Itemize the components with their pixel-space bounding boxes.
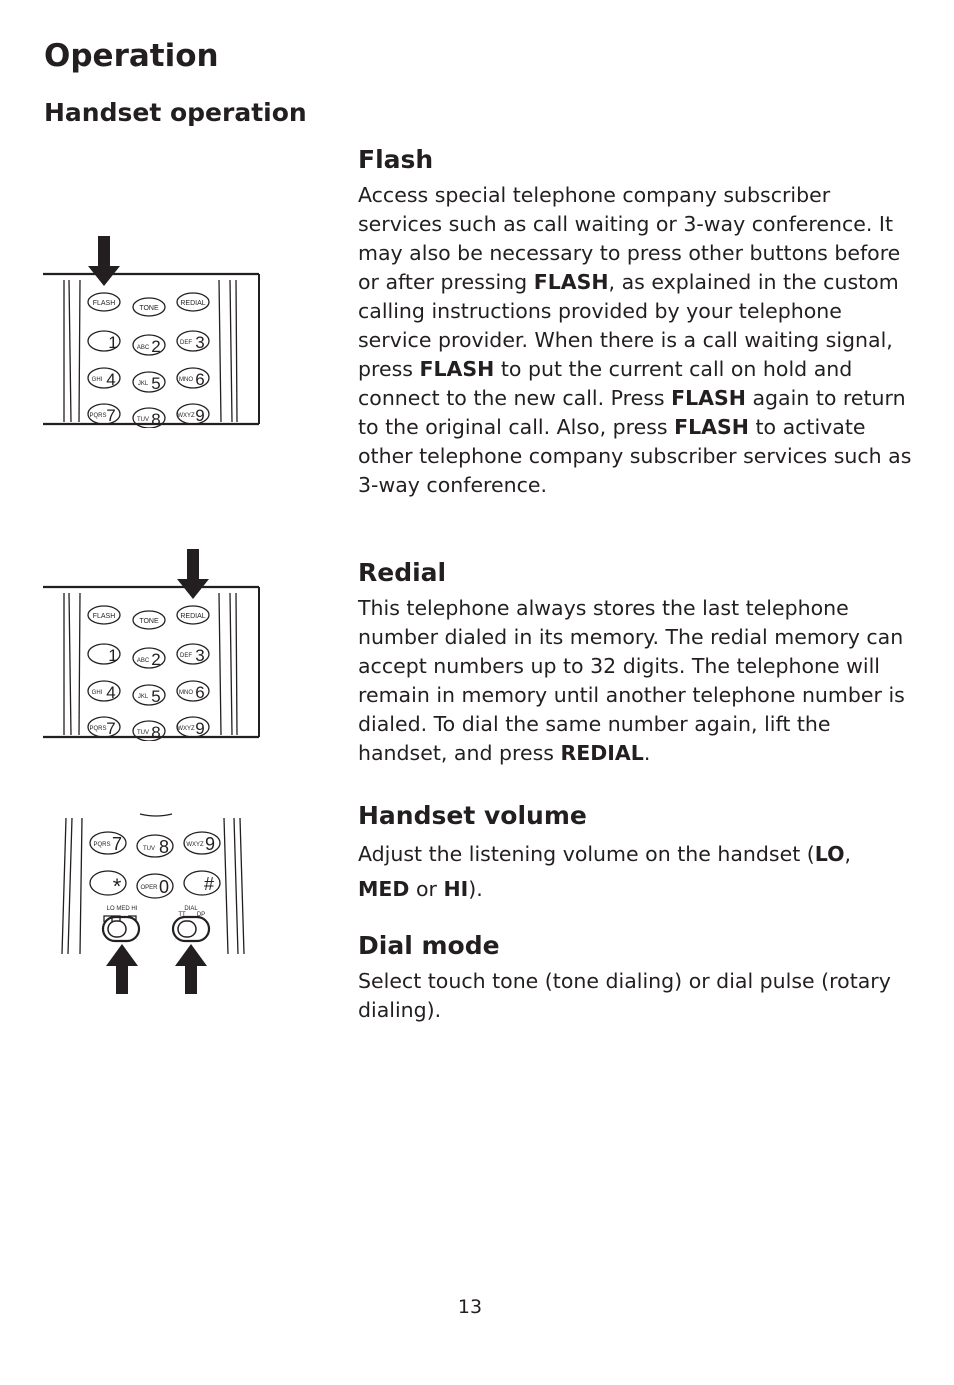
redial-key-label: REDIAL: [180, 613, 206, 620]
key-5-letters: JKL: [137, 694, 149, 700]
flash-description: [358, 181, 918, 500]
tone-key-label: TONE: [139, 618, 159, 625]
dial-mode-description: Select touch tone (tone dialing) or dial pulse (rotary dialing).: [358, 969, 891, 1022]
key-4-letters: GHI: [91, 377, 103, 383]
key-7-letters: PQRS: [89, 726, 107, 732]
dial-mode-section: [358, 929, 918, 1025]
redial-illustration: [40, 545, 262, 741]
key-2: 2: [151, 337, 161, 356]
key-7-letters: PQRS: [93, 842, 111, 848]
key-hash: #: [203, 874, 215, 894]
flash-text: to put the current call on hold and connect to the new call. Press: [358, 357, 853, 410]
flash-heading: Flash: [358, 145, 434, 174]
key-2-letters: ABC: [136, 658, 150, 664]
key-6: 6: [195, 370, 205, 389]
key-7: 7: [111, 834, 123, 854]
redial-heading: Redial: [358, 558, 447, 587]
key-5-letters: JKL: [137, 381, 149, 387]
page-title: Operation: [44, 38, 219, 74]
key-1: 1: [108, 646, 118, 665]
volume-keyword: LO: [814, 842, 845, 866]
key-8-letters: TUV: [137, 417, 149, 423]
key-9: 9: [195, 406, 205, 425]
flash-text: to activate other telephone company subscriber services such as 3-way conference.: [358, 415, 912, 497]
key-9-letters: WXYZ: [177, 413, 195, 419]
dial-tt-label: TT: [178, 912, 186, 918]
key-4-letters: GHI: [91, 690, 103, 696]
flash-keyword: FLASH: [674, 415, 749, 439]
key-1: 1: [108, 333, 118, 352]
key-2-letters: ABC: [136, 345, 150, 351]
volume-text: or: [409, 876, 444, 901]
flash-text: Access special telephone company subscriber services such as call waiting or 3-way conference. It may also be necessary to press other buttons before or after pressing: [358, 183, 901, 294]
key-5: 5: [151, 687, 161, 706]
flash-keyword: FLASH: [533, 270, 609, 294]
key-3: 3: [195, 646, 205, 665]
volume-text: Adjust the listening volume on the handset (: [358, 842, 815, 866]
redial-text: This telephone always stores the last telephone number dialed in its memory. The redial memory can accept numbers up to 32 digits. The telephone will remain in memory until another telephone number is dialed. To dial the same number again, lift the handset, and press: [358, 596, 905, 765]
key-4: 4: [106, 683, 116, 702]
redial-key-label: REDIAL: [180, 300, 206, 307]
dial-switch-label: DIAL: [184, 906, 198, 912]
tone-key-label: TONE: [139, 305, 159, 312]
volume-switch-label: LO MED HI: [106, 906, 138, 912]
key-8-letters: TUV: [137, 730, 149, 736]
flash-key-label: FLASH: [92, 300, 116, 307]
key-7: 7: [106, 406, 116, 425]
key-8: 8: [151, 410, 161, 428]
key-9: 9: [195, 719, 205, 738]
key-3-letters: DEF: [180, 653, 192, 659]
switches-illustration: [56, 806, 256, 998]
redial-keyword: REDIAL: [560, 741, 644, 765]
flash-key-label: FLASH: [92, 613, 116, 620]
handset-volume-description: [358, 837, 918, 906]
flash-illustration: [40, 232, 262, 428]
key-5: 5: [151, 374, 161, 393]
volume-keyword: MED: [358, 876, 410, 901]
dial-dp-label: DP: [196, 912, 206, 918]
key-7-letters: PQRS: [89, 413, 107, 419]
handset-volume-section: [358, 799, 918, 906]
key-star: *: [112, 874, 122, 899]
key-4: 4: [106, 370, 116, 389]
key-9: 9: [204, 834, 216, 854]
key-7: 7: [106, 719, 116, 738]
flash-text: , as explained in the custom calling instructions provided by your telephone service provider. When there is a call waiting signal, press: [358, 270, 899, 381]
volume-text: ,: [844, 842, 852, 866]
dial-mode-heading: Dial mode: [358, 931, 500, 960]
down-arrow-icon: [177, 549, 209, 599]
up-arrow-icon: [106, 944, 138, 994]
handset-volume-heading: Handset volume: [358, 801, 587, 830]
key-0: 0: [158, 877, 170, 897]
redial-section: [358, 556, 918, 768]
key-8: 8: [151, 723, 161, 741]
redial-description: [358, 594, 918, 768]
flash-section: [358, 143, 918, 500]
key-6-letters: MNO: [179, 690, 193, 696]
redial-text: .: [643, 741, 651, 765]
flash-keyword: FLASH: [671, 386, 746, 410]
down-arrow-icon: [88, 236, 120, 286]
key-8: 8: [158, 837, 170, 857]
page-number: 13: [457, 1296, 483, 1318]
key-3-letters: DEF: [180, 340, 192, 346]
key-6-letters: MNO: [179, 377, 193, 383]
key-8-letters: TUV: [143, 846, 155, 852]
volume-keyword: HI: [443, 876, 469, 901]
key-2: 2: [151, 650, 161, 669]
key-3: 3: [195, 333, 205, 352]
key-0-letters: OPER: [140, 885, 158, 891]
key-9-letters: WXYZ: [186, 842, 204, 848]
key-6: 6: [195, 683, 205, 702]
flash-text: again to return to the original call. Also, press: [358, 386, 906, 439]
section-subtitle: Handset operation: [44, 98, 307, 127]
flash-keyword: FLASH: [419, 357, 495, 381]
key-9-letters: WXYZ: [177, 726, 195, 732]
volume-text: ).: [468, 876, 483, 901]
up-arrow-icon: [175, 944, 207, 994]
